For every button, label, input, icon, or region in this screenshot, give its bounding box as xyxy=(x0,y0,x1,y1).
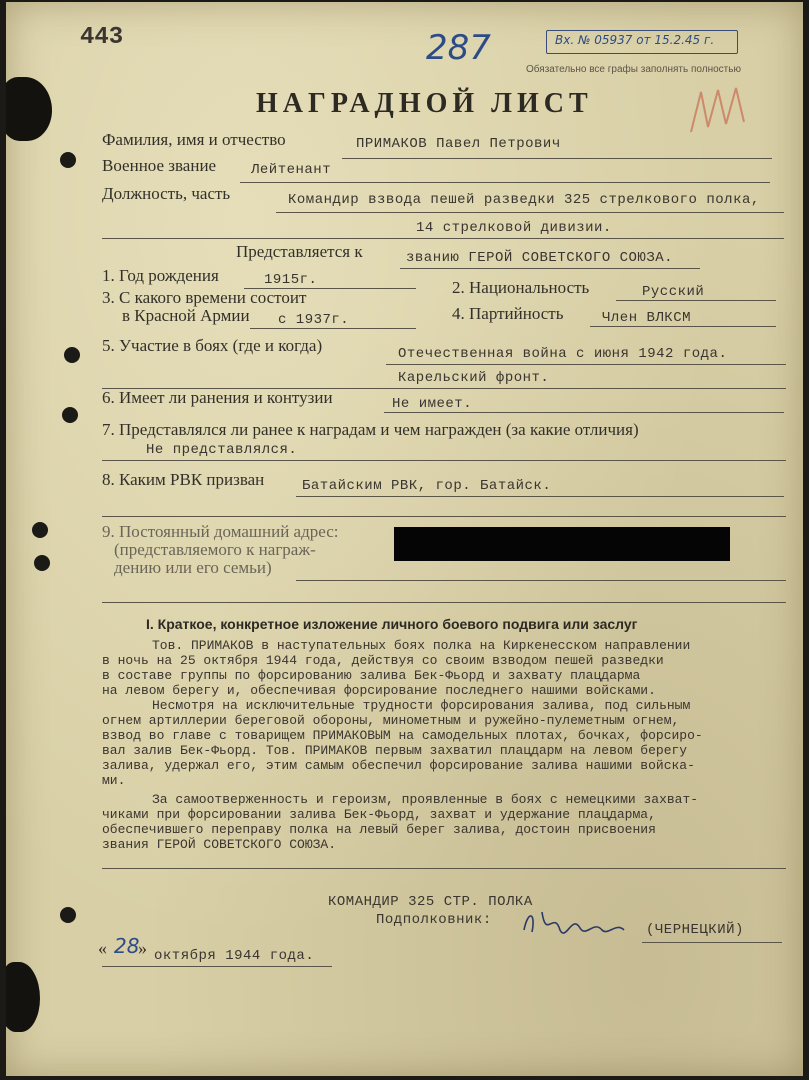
date-day: 28 xyxy=(114,934,140,958)
commander-underline xyxy=(642,942,782,943)
date-open-quote: « xyxy=(98,938,107,958)
address-underline xyxy=(296,580,786,581)
nominated-label: Представляется к xyxy=(236,242,363,261)
feat-line: в составе группы по форсированию залива Бек-Фьорд и захвату плацдарма xyxy=(102,668,641,683)
feat-line: в ночь на 25 октября 1944 года, действуя со своим взводом пешей разведки xyxy=(102,653,664,668)
wounds-label: 6. Имеет ли ранения и контузии xyxy=(102,388,333,407)
feat-line: огнем артиллерии береговой обороны, минометным и ружейно-пулеметным огнем, xyxy=(102,713,680,728)
date-underline xyxy=(102,966,332,967)
section-rule xyxy=(102,868,786,869)
rvk-label: 8. Каким РВК призван xyxy=(102,470,265,489)
binder-hole xyxy=(60,152,76,168)
army-since-label: 3. С какого времени состоит xyxy=(102,288,307,307)
position-underline xyxy=(276,212,784,213)
date-close-quote: » xyxy=(138,938,147,958)
torn-edge xyxy=(6,962,40,1032)
feat-line: ми. xyxy=(102,773,126,788)
commander-title: КОМАНДИР 325 СТР. ПОЛКА xyxy=(328,894,533,910)
feat-line: на левом берегу и, обеспечивая форсирование последнего нашими войсками. xyxy=(102,683,656,698)
feat-line: взвод во главе с товарищем ПРИМАКОВЫМ на самодельных плотах, бочках, форсиро- xyxy=(102,728,703,743)
redacted-address xyxy=(394,527,730,561)
feat-line: звания ГЕРОЙ СОВЕТСКОГО СОЮЗА. xyxy=(102,837,337,852)
binder-hole xyxy=(64,347,80,363)
feat-line: За самоотверженность и героизм, проявленные в боях с немецкими захват- xyxy=(152,792,699,807)
position-label: Должность, часть xyxy=(102,184,231,203)
handwritten-number: 287 xyxy=(426,28,491,68)
party-value: Член ВЛКСМ xyxy=(602,310,692,326)
battles-value: Отечественная война с июня 1942 года. xyxy=(398,346,728,362)
party-label: 4. Партийность xyxy=(452,304,564,323)
address-label-line2: (представляемого к награж- xyxy=(114,540,316,559)
feat-line: обеспечившего переправу полка на левый берег залива, достоин присвоения xyxy=(102,822,656,837)
prior-awards-value: Не представлялся. xyxy=(146,442,298,458)
red-pencil-mark xyxy=(686,82,756,142)
date-rest: октября 1944 года. xyxy=(154,948,315,964)
name-value: ПРИМАКОВ Павел Петрович xyxy=(356,136,561,152)
wounds-value: Не имеет. xyxy=(392,396,473,412)
rvk-underline xyxy=(296,496,784,497)
nationality-label: 2. Национальность xyxy=(452,278,590,297)
feat-line: вал залив Бек-Фьорд. Тов. ПРИМАКОВ первым захватил плацдарм на левом берегу xyxy=(102,743,688,758)
registration-stamp xyxy=(546,30,738,54)
torn-edge xyxy=(6,77,52,141)
commander-name: (ЧЕРНЕЦКИЙ) xyxy=(646,922,744,938)
army-since-underline xyxy=(250,328,416,329)
signature-scrawl xyxy=(516,900,636,944)
prior-awards-underline xyxy=(102,460,786,461)
battles-label: 5. Участие в боях (где и когда) xyxy=(102,336,323,355)
birth-year-label: 1. Год рождения xyxy=(102,266,219,285)
address-underline-2 xyxy=(102,602,786,603)
wounds-underline xyxy=(384,412,784,413)
rank-label: Военное звание xyxy=(102,156,217,175)
binder-hole xyxy=(62,407,78,423)
binder-hole xyxy=(34,555,50,571)
feat-line: Несмотря на исключительные трудности форсирования залива, под сильным xyxy=(152,698,691,713)
birth-year-value: 1915г. xyxy=(264,272,318,288)
battles-underline xyxy=(386,364,786,365)
nationality-underline xyxy=(616,300,776,301)
address-label-line3: дению или его семьи) xyxy=(114,558,272,577)
prior-awards-label: 7. Представлялся ли ранее к наградам и чем награжден (за какие отличия) xyxy=(102,420,639,439)
feat-line: залива, удержал его, этим самым обеспечил форсирование залива нашими войска- xyxy=(102,758,695,773)
nominated-value: званию ГЕРОЙ СОВЕТСКОГО СОЮЗА. xyxy=(406,250,674,266)
fill-all-fields-note: Обязательно все графы заполнять полностью xyxy=(526,64,741,75)
commander-rank: Подполковник: xyxy=(376,912,492,928)
army-since-label-line2: в Красной Армии xyxy=(122,306,250,325)
rvk-underline-2 xyxy=(102,516,786,517)
binder-hole xyxy=(32,522,48,538)
nationality-value: Русский xyxy=(642,284,705,300)
section-title: I. Краткое, конкретное изложение личного боевого подвига или заслуг xyxy=(146,616,638,632)
party-underline xyxy=(590,326,776,327)
address-label: 9. Постоянный домашний адрес: xyxy=(102,522,339,541)
position-value-line2: 14 стрелковой дивизии. xyxy=(416,220,612,236)
nominated-underline xyxy=(400,268,700,269)
feat-line: чиками при форсировании залива Бек-Фьорд, захват и удержание плацдарма, xyxy=(102,807,656,822)
page-number: 443 xyxy=(80,24,124,51)
army-since-value: с 1937г. xyxy=(278,312,350,328)
name-underline xyxy=(342,158,772,159)
binder-hole xyxy=(60,907,76,923)
position-underline-2 xyxy=(102,238,784,239)
rank-value: Лейтенант xyxy=(251,162,332,178)
registration-stamp-text: Вх. № 05937 от 15.2.45 г. xyxy=(555,33,715,47)
rank-underline xyxy=(240,182,770,183)
feat-line: Тов. ПРИМАКОВ в наступательных боях полка на Киркенесском направлении xyxy=(152,638,691,653)
rvk-value: Батайским РВК, гор. Батайск. xyxy=(302,478,552,494)
battles-value-line2: Карельский фронт. xyxy=(398,370,550,386)
name-label: Фамилия, имя и отчество xyxy=(102,130,286,149)
document-title: НАГРАДНОЙ ЛИСТ xyxy=(256,88,593,119)
position-value: Командир взвода пешей разведки 325 стрелкового полка, xyxy=(288,192,760,208)
award-document xyxy=(6,2,803,1076)
